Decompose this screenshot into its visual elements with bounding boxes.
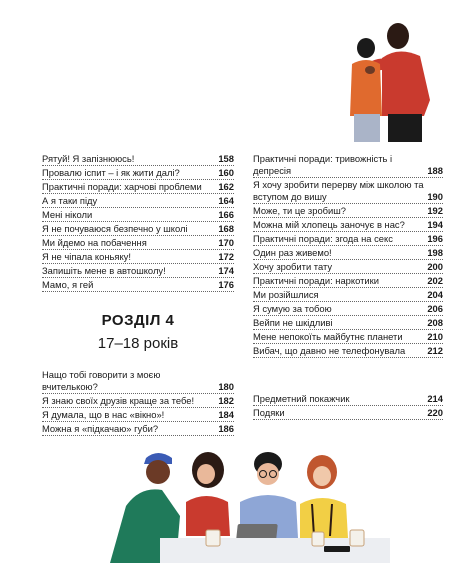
chapter-heading: РОЗДІЛ 4 <box>101 312 175 329</box>
toc-entry[interactable] <box>42 422 234 436</box>
spacer <box>253 358 443 392</box>
toc-entry-title: Ми розійшлися <box>253 288 319 300</box>
toc-entry[interactable] <box>253 204 443 218</box>
toc-entry-title: Нащо тобі говорити з моєю вчителькою? <box>42 368 161 392</box>
toc-entry-page: 176 <box>218 278 234 290</box>
toc-entry[interactable] <box>42 264 234 278</box>
toc-entry[interactable] <box>253 152 443 178</box>
toc-entry-page: 158 <box>218 152 234 164</box>
toc-entry-title: Рятуй! Я запізнююсь! <box>42 152 135 164</box>
toc-entry-title: Провалю іспит – і як жити далі? <box>42 166 180 178</box>
toc-entry[interactable] <box>253 260 443 274</box>
toc-entry-title: Практичні поради: харчові проблеми <box>42 180 202 192</box>
toc-entry-page: 200 <box>427 260 443 272</box>
toc-entry-page: 186 <box>218 422 234 434</box>
toc-entry-page: 204 <box>427 288 443 300</box>
toc-entry-page: 166 <box>218 208 234 220</box>
toc-list-main <box>253 152 443 358</box>
toc-entry-title: Я сумую за тобою <box>253 302 332 314</box>
toc-left-column <box>42 152 234 436</box>
toc-entry-title: А я таки піду <box>42 194 98 206</box>
toc-entry[interactable] <box>253 288 443 302</box>
toc-entry-page: 190 <box>427 190 443 202</box>
toc-entry-title: Практичні поради: тривожність і депресія <box>253 152 393 176</box>
toc-right-column <box>253 152 443 420</box>
toc-entry[interactable] <box>253 218 443 232</box>
toc-entry[interactable] <box>253 178 443 204</box>
toc-entry-title: Вейпи не шкідливі <box>253 316 333 328</box>
toc-entry-title: Запишіть мене в автошколу! <box>42 264 166 276</box>
toc-entry[interactable] <box>253 274 443 288</box>
toc-entry-title: Один раз живемо! <box>253 246 332 258</box>
toc-entry-title: Мене непокоїть майбутнє планети <box>253 330 403 342</box>
toc-entry-page: 210 <box>427 330 443 342</box>
toc-entry-page: 208 <box>427 316 443 328</box>
toc-entry[interactable] <box>253 330 443 344</box>
toc-entry-index[interactable] <box>253 392 443 406</box>
toc-entry-title: Я знаю своїх друзів краще за тебе! <box>42 394 195 406</box>
toc-entry-page: 172 <box>218 250 234 262</box>
toc-entry-title: Я не чіпала коньяку! <box>42 250 131 262</box>
toc-entry-page: 192 <box>427 204 443 216</box>
illustration-teenagers-at-table <box>100 446 390 563</box>
toc-entry-title: Практичні поради: згода на секс <box>253 232 393 244</box>
toc-entry-page: 182 <box>218 394 234 406</box>
toc-entry[interactable] <box>42 236 234 250</box>
toc-entry-page: 168 <box>218 222 234 234</box>
toc-entry-page: 162 <box>218 180 234 192</box>
toc-entry-title: Я хочу зробити перерву між школою та вступом до вишу <box>253 178 424 202</box>
toc-entry-page: 174 <box>218 264 234 276</box>
toc-entry-page: 164 <box>218 194 234 206</box>
toc-entry[interactable] <box>42 368 234 394</box>
toc-entry[interactable] <box>42 166 234 180</box>
toc-entry-page: 194 <box>427 218 443 230</box>
toc-entry[interactable] <box>42 250 234 264</box>
toc-entry-title: Практичні поради: наркотики <box>253 274 379 286</box>
toc-entry-title: Мамо, я гей <box>42 278 94 290</box>
toc-list-back-matter <box>253 392 443 420</box>
toc-entry-page: 188 <box>427 164 443 176</box>
toc-entry-page: 196 <box>427 232 443 244</box>
toc-entry-title: Я думала, що в нас «вікно»! <box>42 408 165 420</box>
toc-list-after-chapter <box>42 368 234 436</box>
toc-entry[interactable] <box>42 152 234 166</box>
toc-entry-page: 184 <box>218 408 234 420</box>
toc-entry[interactable] <box>253 316 443 330</box>
toc-entry-title: Мені ніколи <box>42 208 93 220</box>
toc-entry-page: 160 <box>218 166 234 178</box>
toc-entry[interactable] <box>42 222 234 236</box>
toc-entry-page: 220 <box>427 406 443 418</box>
toc-entry-title: Подяки <box>253 406 285 418</box>
toc-entry[interactable] <box>42 394 234 408</box>
toc-entry-acknowledgements[interactable] <box>253 406 443 420</box>
toc-entry[interactable] <box>253 232 443 246</box>
toc-entry-page: 214 <box>427 392 443 404</box>
toc-entry-title: Ми йдемо на побачення <box>42 236 147 248</box>
toc-entry-page: 212 <box>427 344 443 356</box>
toc-entry-page: 170 <box>218 236 234 248</box>
toc-entry[interactable] <box>42 194 234 208</box>
toc-entry-title: Можна я «підкачаю» губи? <box>42 422 159 434</box>
toc-entry[interactable] <box>253 302 443 316</box>
illustration-two-people-hugging <box>336 18 454 146</box>
toc-entry-page: 202 <box>427 274 443 286</box>
toc-list-before-chapter <box>42 152 234 292</box>
toc-entry-title: Може, ти це зробиш? <box>253 204 347 216</box>
toc-entry-title: Предметний покажчик <box>253 392 350 404</box>
toc-entry[interactable] <box>253 344 443 358</box>
toc-entry[interactable] <box>42 208 234 222</box>
toc-entry[interactable] <box>42 408 234 422</box>
toc-entry[interactable] <box>42 180 234 194</box>
toc-entry-title: Можна мій хлопець заночує в нас? <box>253 218 405 230</box>
toc-entry-title: Я не почуваюся безпечно у школі <box>42 222 188 234</box>
toc-entry-title: Вибач, що давно не телефонувала <box>253 344 406 356</box>
toc-entry[interactable] <box>42 278 234 292</box>
chapter-subtitle: 17–18 років <box>97 335 179 352</box>
toc-entry-page: 198 <box>427 246 443 258</box>
toc-entry[interactable] <box>253 246 443 260</box>
toc-entry-page: 180 <box>218 380 234 392</box>
toc-entry-page: 206 <box>427 302 443 314</box>
toc-entry-title: Хочу зробити тату <box>253 260 333 272</box>
